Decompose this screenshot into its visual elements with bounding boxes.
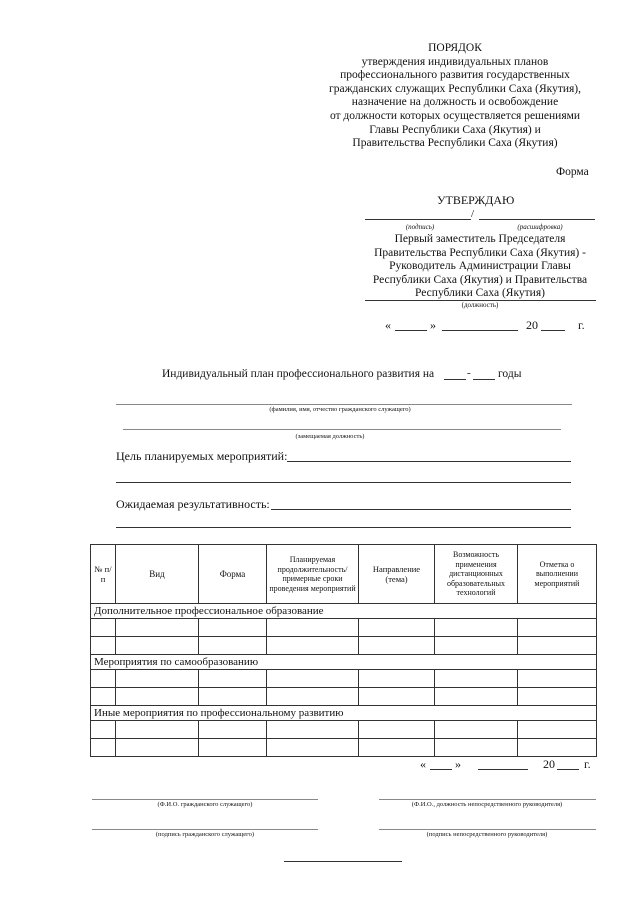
signature-slash: / <box>471 208 475 220</box>
table-cell[interactable] <box>91 637 116 655</box>
date-year-prefix: 20 <box>526 318 538 332</box>
col-header-duration: Планируемая продолжительность/ примерные сроки проведения мероприятий <box>267 545 359 604</box>
table-cell[interactable] <box>435 739 518 757</box>
result-label: Ожидаемая результативность: <box>116 497 270 511</box>
footer-date-open-quote: « <box>420 757 426 771</box>
table-cell[interactable] <box>359 637 435 655</box>
position-line: Первый заместитель Председателя <box>394 233 566 245</box>
approver-position <box>363 233 597 301</box>
manager-fio-caption: (Ф.И.О., должность непосредственного руководителя) <box>411 801 563 808</box>
employee-fio-caption: (Ф.И.О. гражданского служащего) <box>157 801 253 808</box>
table-cell[interactable] <box>359 688 435 706</box>
table-cell[interactable] <box>199 637 267 655</box>
goal-label: Цель планируемых мероприятий: <box>116 449 288 463</box>
position-line: Республики Саха (Якутия) и Правительства <box>372 273 588 286</box>
approval-heading: УТВЕРЖДАЮ <box>437 193 515 207</box>
table-cell[interactable] <box>435 670 518 688</box>
table-cell[interactable] <box>359 619 435 637</box>
signature-line[interactable] <box>365 219 471 220</box>
table-cell[interactable] <box>518 739 597 757</box>
decoding-caption: (расшифровка) <box>517 223 563 231</box>
title-line: ПОРЯДОК <box>428 42 482 54</box>
employee-sign-caption: (подпись гражданского служащего) <box>155 831 255 838</box>
form-label: Форма <box>556 166 589 178</box>
result-input-line-2[interactable] <box>116 527 571 528</box>
manager-sign-caption: (подпись непосредственного руководителя) <box>426 831 548 838</box>
table-cell[interactable] <box>267 637 359 655</box>
table-cell[interactable] <box>359 670 435 688</box>
table-cell[interactable] <box>267 721 359 739</box>
table-cell[interactable] <box>91 688 116 706</box>
table-cell[interactable] <box>199 739 267 757</box>
col-header-type: Вид <box>116 545 199 604</box>
table-cell[interactable] <box>91 721 116 739</box>
signature-caption: (подпись) <box>405 223 435 231</box>
date-close-quote: » <box>430 318 436 332</box>
table-row <box>91 670 597 688</box>
table-cell[interactable] <box>518 670 597 688</box>
footer-date-day-line[interactable] <box>430 769 452 770</box>
table-cell[interactable] <box>435 637 518 655</box>
date-month-line[interactable] <box>442 330 518 331</box>
table-cell[interactable] <box>116 688 199 706</box>
position-caption: (должность) <box>461 301 499 309</box>
table-row <box>91 721 597 739</box>
table-cell[interactable] <box>435 619 518 637</box>
result-input-line[interactable] <box>271 509 571 510</box>
table-cell[interactable] <box>518 619 597 637</box>
table-cell[interactable] <box>91 619 116 637</box>
footer-date-close-quote: » <box>455 757 461 771</box>
table-cell[interactable] <box>91 670 116 688</box>
table-row <box>91 619 597 637</box>
title-line: утверждения индивидуальных планов <box>361 55 549 68</box>
col-header-completion: Отметка о выполнении мероприятий <box>518 545 597 604</box>
employee-name-caption: (фамилия, имя, отчество гражданского служащего) <box>269 406 411 413</box>
employee-position-line[interactable] <box>123 429 561 430</box>
table-cell[interactable] <box>116 637 199 655</box>
title-line: профессионального развития государственных <box>340 69 570 82</box>
table-cell[interactable] <box>359 739 435 757</box>
table-row <box>91 739 597 757</box>
plan-heading-suffix: годы <box>498 368 522 380</box>
table-cell[interactable] <box>518 721 597 739</box>
position-line: Руководитель Администрации Главы <box>389 260 571 272</box>
table-cell[interactable] <box>267 688 359 706</box>
date-day-line[interactable] <box>395 330 427 331</box>
table-cell[interactable] <box>267 739 359 757</box>
date-open-quote: « <box>385 318 391 332</box>
table-header-row <box>91 545 597 604</box>
plan-table <box>90 544 597 757</box>
table-cell[interactable] <box>359 721 435 739</box>
col-header-remote: Возможность применения дистанционных образовательных технологий <box>435 545 518 604</box>
table-cell[interactable] <box>116 739 199 757</box>
table-cell[interactable] <box>199 670 267 688</box>
table-cell[interactable] <box>518 637 597 655</box>
footer-date-year-line[interactable] <box>557 769 579 770</box>
title-line: гражданских служащих Республики Саха (Якутия), <box>329 82 581 95</box>
section-header: Мероприятия по самообразованию <box>91 655 597 670</box>
table-cell[interactable] <box>199 619 267 637</box>
position-line: Правительства Республики Саха (Якутия) - <box>374 246 586 259</box>
table-row <box>91 637 597 655</box>
table-row <box>91 688 597 706</box>
table-cell[interactable] <box>91 739 116 757</box>
decoding-line[interactable] <box>479 219 595 220</box>
title-line: назначение на должность и освобождение <box>351 96 559 109</box>
col-header-number: № п/п <box>91 545 116 604</box>
section-header: Иные мероприятия по профессиональному развитию <box>91 706 597 721</box>
employee-fio-line[interactable] <box>92 799 318 800</box>
employee-sign-line[interactable] <box>92 829 318 830</box>
position-line: Республики Саха (Якутия) <box>415 287 545 299</box>
footnote-separator <box>284 861 402 862</box>
title-line: Главы Республики Саха (Якутия) и <box>369 123 541 136</box>
plan-heading-dash: - <box>467 367 471 379</box>
table-cell[interactable] <box>116 670 199 688</box>
footer-date-year-prefix: 20 <box>543 757 555 771</box>
table-cell[interactable] <box>518 688 597 706</box>
footer-date-year-suffix: г. <box>584 757 591 771</box>
col-header-direction: Направление (тема) <box>359 545 435 604</box>
table-cell[interactable] <box>116 721 199 739</box>
goal-input-line-2[interactable] <box>116 482 571 483</box>
title-line: от должности которых осуществляется решениями <box>329 109 581 122</box>
table-cell[interactable] <box>267 619 359 637</box>
employee-position-caption: (замещаемая должность) <box>295 433 365 440</box>
table-cell[interactable] <box>199 688 267 706</box>
plan-year-start-line[interactable] <box>444 379 466 380</box>
plan-heading: Индивидуальный план профессионального развития на <box>162 368 435 380</box>
plan-year-end-line[interactable] <box>473 379 495 380</box>
manager-sign-line[interactable] <box>379 829 596 830</box>
table-cell[interactable] <box>435 688 518 706</box>
title-line: Правительства Республики Саха (Якутия) <box>352 137 558 150</box>
document-title <box>300 42 610 151</box>
table-cell[interactable] <box>199 721 267 739</box>
date-year-line[interactable] <box>541 330 565 331</box>
employee-name-line[interactable] <box>116 404 572 405</box>
section-header: Дополнительное профессиональное образование <box>91 604 597 619</box>
col-header-form: Форма <box>199 545 267 604</box>
footer-date-month-line[interactable] <box>478 769 528 770</box>
table-cell[interactable] <box>116 619 199 637</box>
table-cell[interactable] <box>435 721 518 739</box>
date-year-suffix: г. <box>578 318 585 332</box>
goal-input-line[interactable] <box>287 461 571 462</box>
table-cell[interactable] <box>267 670 359 688</box>
manager-fio-line[interactable] <box>379 799 596 800</box>
